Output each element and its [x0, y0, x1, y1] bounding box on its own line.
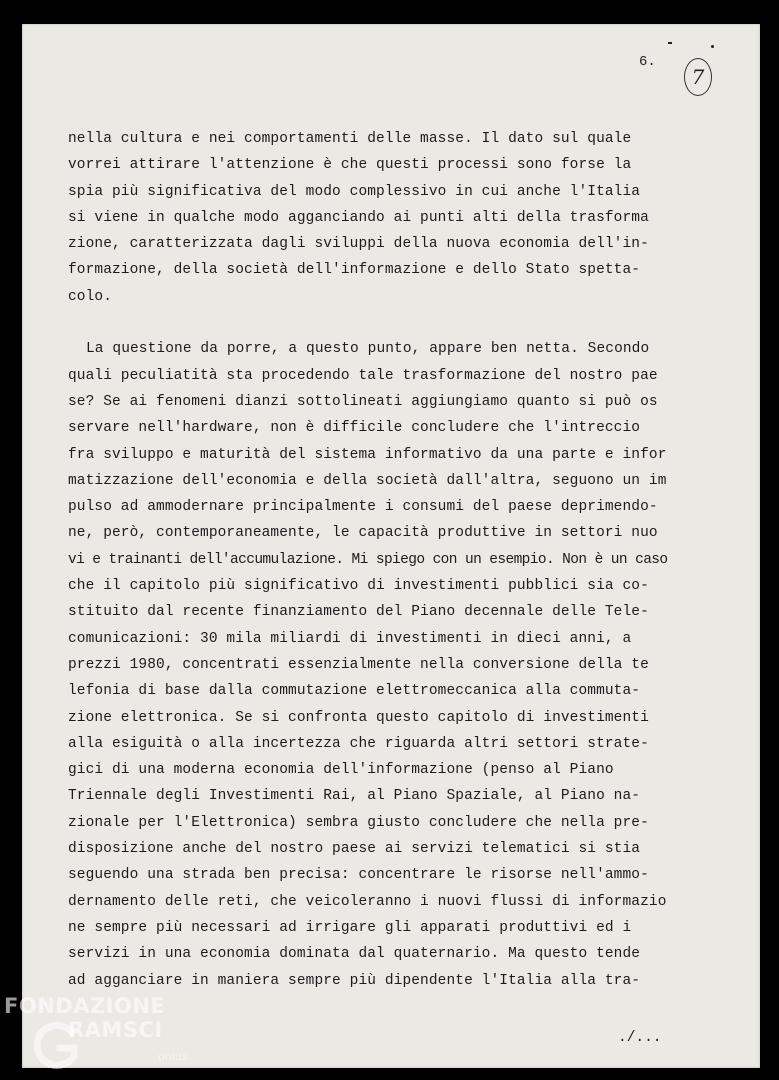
- text-line: servizi in una economia dominata dal quaternario. Ma questo tende: [68, 946, 641, 963]
- text-line: se? Se ai fenomeni dianzi sottolineati aggiungiamo quanto si può os: [68, 393, 658, 410]
- continuation-mark: ./...: [618, 1030, 662, 1046]
- text-line: spia più significativa del modo complessivo in cui anche l'Italia: [68, 183, 641, 200]
- ink-mark: [668, 42, 672, 44]
- text-line: zione elettronica. Se si confronta questo capitolo di investimenti: [68, 709, 649, 726]
- text-line: comunicazioni: 30 mila miliardi di investimenti in dieci anni, a: [68, 630, 632, 647]
- text-line: servare nell'hardware, non è difficile concludere che l'intreccio: [68, 420, 641, 437]
- text-line: si viene in qualche modo agganciando ai punti alti della trasforma: [68, 209, 649, 226]
- paragraph-2: [68, 336, 728, 993]
- archive-number-handwritten: 7: [684, 58, 712, 96]
- text-line: alla esiguità o alla incertezza che riguarda altri settori strate-: [68, 735, 649, 752]
- document-page: [22, 24, 760, 1068]
- text-line: pulso ad ammodernare principalmente i consumi del paese deprimendo-: [68, 499, 658, 516]
- paragraph-gap: [68, 310, 728, 336]
- text-line: lefonia di base dalla commutazione elettromeccanica alla commuta-: [68, 683, 641, 700]
- text-line: nella cultura e nei comportamenti delle masse. Il dato sul quale: [68, 131, 632, 147]
- watermark-onlus: onlus: [158, 1050, 188, 1063]
- text-line: vi e trainanti dell'accumulazione. Mi spiego con un esempio. Non è un caso: [68, 551, 668, 568]
- text-line: gici di una moderna economia dell'informazione (penso al Piano: [68, 762, 614, 779]
- text-line: dernamento delle reti, che veicoleranno i nuovi flussi di informazio: [68, 893, 667, 910]
- text-line: colo.: [68, 288, 113, 305]
- text-line: ne, però, contemporaneamente, le capacità produttive in settori nuo: [68, 525, 658, 542]
- typewritten-body: [68, 126, 728, 994]
- paragraph-1: [68, 126, 728, 310]
- text-line: matizzazione dell'economia e della società dall'altra, seguono un im: [68, 472, 667, 489]
- text-line: ne sempre più necessari ad irrigare gli apparati produttivi ed i: [68, 919, 632, 936]
- text-line: quali peculiatità sta procedendo tale trasformazione del nostro pae: [68, 367, 658, 384]
- text-line: stituito dal recente finanziamento del Piano decennale delle Tele-: [68, 604, 649, 621]
- watermark-line-1: FONDAZIONE: [4, 994, 166, 1018]
- ink-mark: [711, 45, 714, 48]
- text-line: prezzi 1980, concentrati essenzialmente nella conversione della te: [68, 656, 649, 673]
- text-line: formazione, della società dell'informazione e dello Stato spetta-: [68, 262, 641, 279]
- text-line: vorrei attirare l'attenzione è che questi processi sono forse la: [68, 157, 632, 174]
- text-line: zione, caratterizzata dagli sviluppi della nuova economia dell'in-: [68, 236, 649, 253]
- text-line: ad agganciare in maniera sempre più dipendente l'Italia alla tra-: [68, 972, 641, 989]
- text-line: zionale per l'Elettronica) sembra giusto concludere che nella pre-: [68, 814, 649, 831]
- text-line: disposizione anche del nostro paese ai servizi telematici si stia: [68, 841, 641, 858]
- text-line: Triennale degli Investimenti Rai, al Piano Spaziale, al Piano na-: [68, 788, 641, 805]
- page-number: 6.: [639, 54, 656, 70]
- text-line: fra sviluppo e maturità del sistema informativo da una parte e infor: [68, 446, 667, 463]
- fondazione-gramsci-watermark: [4, 994, 204, 1078]
- text-line: La questione da porre, a questo punto, appare ben netta. Secondo: [86, 341, 650, 358]
- text-line: che il capitolo più significativo di investimenti pubblici sia co-: [68, 578, 649, 595]
- watermark-line-2: RAMSCI: [68, 1018, 163, 1042]
- text-line: seguendo una strada ben precisa: concentrare le risorse nell'ammo-: [68, 867, 649, 884]
